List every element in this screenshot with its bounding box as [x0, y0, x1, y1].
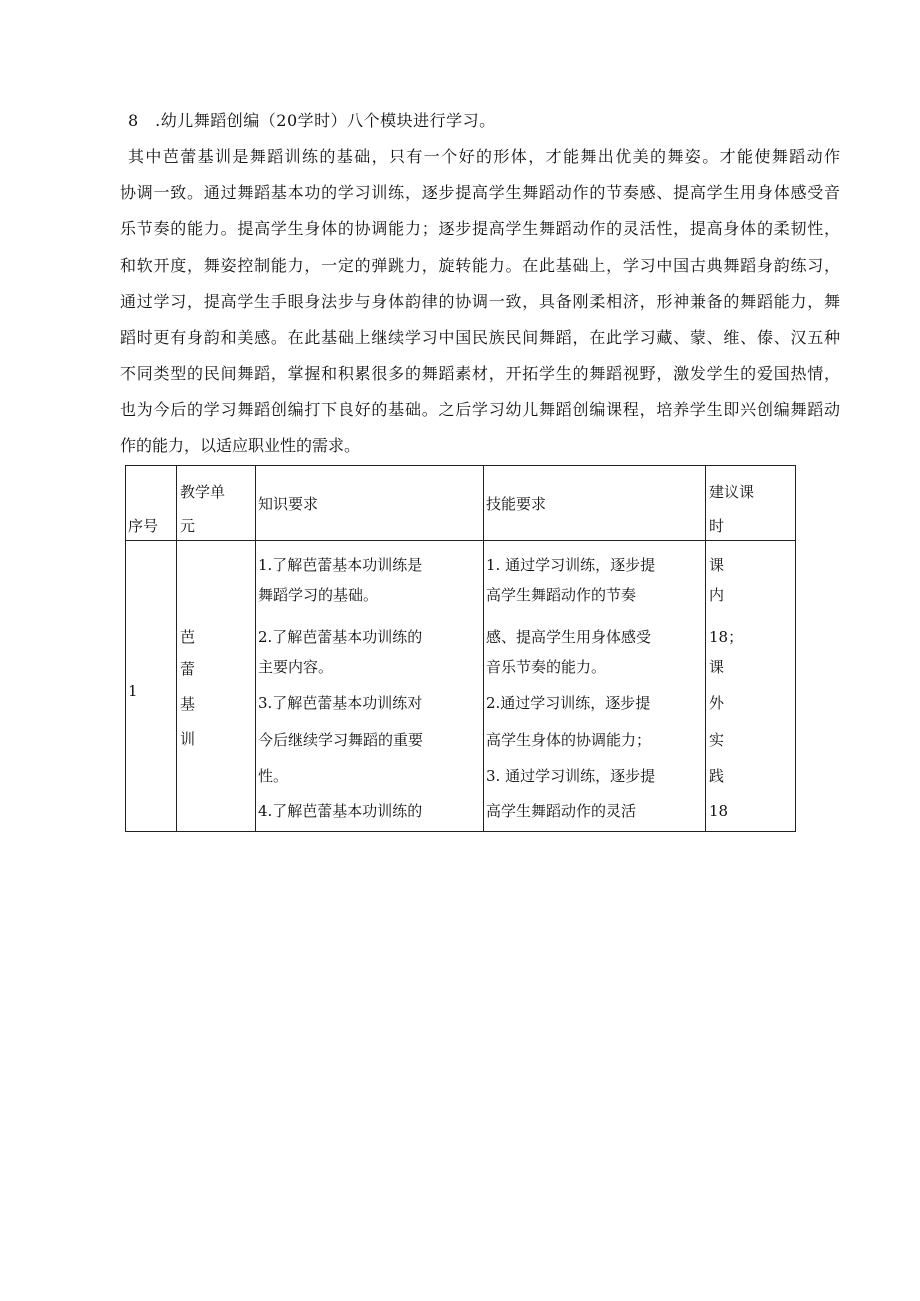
hours-line: 18； [709, 628, 744, 646]
header-unit-label: 元 [180, 517, 196, 535]
table-row [126, 541, 796, 832]
cell-knowledge [256, 541, 484, 832]
header-hours-label: 时 [709, 517, 725, 535]
knowledge-line: 舞蹈学习的基础。 [258, 586, 379, 604]
teaching-units-table [125, 465, 796, 832]
header-hours-label: 建议课 [709, 483, 755, 501]
unit-char: 训 [180, 730, 196, 748]
paragraph-line: 作的能力，以适应职业性的需求。 [120, 436, 361, 455]
header-unit [177, 466, 256, 541]
header-knowledge-label: 知识要求 [258, 495, 319, 513]
cell-hours [706, 541, 796, 832]
knowledge-line: 1.了解芭蕾基本功训练是 [258, 556, 423, 574]
header-hours [706, 466, 796, 541]
cell-no [126, 541, 177, 832]
skill-line: 感、提高学生用身体感受 [486, 628, 652, 646]
unit-char: 芭 [180, 628, 196, 646]
skill-line: 高学生身体的协调能力； [486, 731, 652, 749]
knowledge-line: 主要内容。 [258, 658, 334, 676]
hours-line: 外 [709, 694, 725, 712]
hours-line: 课 [709, 658, 725, 676]
paragraph-line: 乐节奏的能力。提高学生身体的协调能力；逐步提高学生舞蹈动作的灵活性，提高身体的柔韧性， [120, 219, 840, 238]
cell-skill [484, 541, 706, 832]
header-no-label: 序号 [128, 517, 159, 535]
hours-line: 内 [709, 586, 725, 604]
unit-char: 蕾 [180, 660, 196, 678]
paragraph-line: 协调一致。通过舞蹈基本功的学习训练，逐步提高学生舞蹈动作的节奏感、提高学生用身体感受音 [120, 183, 840, 202]
unit-char: 基 [180, 695, 196, 713]
paragraph-line: 和软开度，舞姿控制能力，一定的弹跳力，旋转能力。在此基础上，学习中国古典舞蹈身韵练习， [120, 256, 840, 275]
paragraph-line: 也为今后的学习舞蹈创编打下良好的基础。之后学习幼儿舞蹈创编课程，培养学生即兴创编舞蹈动 [120, 400, 840, 419]
hours-line: 践 [709, 767, 725, 785]
header-unit-label: 教学单 [180, 483, 226, 501]
hours-line: 实 [709, 731, 725, 749]
skill-line: 3. 通过学习训练，逐步提 [486, 767, 656, 785]
paragraph-line: 通过学习，提高学生手眼身法步与身体韵律的协调一致，具备刚柔相济，形神兼备的舞蹈能力，舞 [120, 292, 840, 311]
skill-line: 音乐节奏的能力。 [486, 658, 607, 676]
header-skill [484, 466, 706, 541]
knowledge-line: 2.了解芭蕾基本功训练的 [258, 628, 423, 646]
header-knowledge [256, 466, 484, 541]
header-no [126, 466, 177, 541]
paragraph-line: 蹈时更有身韵和美感。在此基础上继续学习中国民族民间舞蹈，在此学习藏、蒙、维、傣、汉五种 [120, 328, 840, 347]
row-number: 1 [128, 682, 138, 700]
hours-line: 课 [709, 556, 725, 574]
skill-line: 1. 通过学习训练，逐步提 [486, 556, 656, 574]
skill-line: 2.通过学习训练，逐步提 [486, 694, 651, 712]
table-header-row [126, 466, 796, 541]
knowledge-line: 3.了解芭蕾基本功训练对 [258, 694, 423, 712]
knowledge-line: 4.了解芭蕾基本功训练的 [258, 802, 423, 820]
skill-line: 高学生舞蹈动作的节奏 [486, 586, 637, 604]
header-skill-label: 技能要求 [486, 495, 547, 513]
knowledge-line: 今后继续学习舞蹈的重要 [258, 731, 424, 749]
paragraph-line: 其中芭蕾基训是舞蹈训练的基础，只有一个好的形体，才能舞出优美的舞姿。才能使舞蹈动作 [128, 147, 840, 166]
cell-unit [177, 541, 256, 832]
skill-line: 高学生舞蹈动作的灵活 [486, 802, 637, 820]
hours-line: 18 [709, 802, 729, 820]
knowledge-line: 性。 [258, 767, 289, 785]
paragraph-line: 不同类型的民间舞蹈，掌握和积累很多的舞蹈素材，开拓学生的舞蹈视野，激发学生的爱国热情， [120, 364, 840, 383]
module-heading: 8 .幼儿舞蹈创编（20学时）八个模块进行学习。 [128, 111, 496, 130]
